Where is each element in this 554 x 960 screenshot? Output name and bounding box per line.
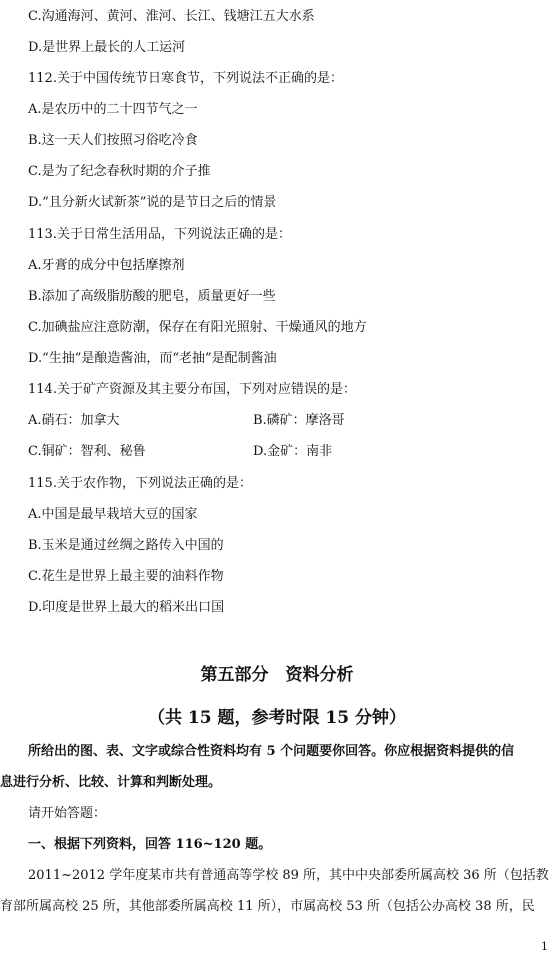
- option-b: B.玉米是通过丝绸之路传入中国的: [28, 538, 224, 553]
- question-112: 112.关于中国传统节日寒食节，下列说法不正确的是：: [28, 71, 343, 86]
- start-prompt: 请开始答题：: [28, 806, 107, 821]
- option-b: B.添加了高级脂肪酸的肥皂，质量更好一些: [28, 289, 276, 304]
- option-c: C.花生是世界上最主要的油料作物: [28, 569, 224, 584]
- option-a: A.是农历中的二十四节气之一: [28, 102, 198, 117]
- option-d: D.“生抽”是酿造酱油，而“老抽”是配制酱油: [28, 351, 277, 366]
- question-114: 114.关于矿产资源及其主要分布国，下列对应错误的是：: [28, 382, 356, 397]
- option-c: C.加碘盐应注意防潮，保存在有阳光照射、干燥通风的地方: [28, 320, 367, 335]
- instructions-line-2: 息进行分析、比较、计算和判断处理。: [0, 775, 222, 790]
- instructions-line-1: 所给出的图、表、文字或综合性资料均有 5 个问题要你回答。你应根据资料提供的信: [28, 744, 515, 759]
- option-a: A.中国是最早栽培大豆的国家: [28, 507, 198, 522]
- option-b: B.这一天人们按照习俗吃冷食: [28, 133, 198, 148]
- body-text-line-2: 育部所属高校 25 所，其他部委所属高校 11 所），市属高校 53 所（包括公办高校 38 所，民: [0, 899, 535, 914]
- option-c: C.是为了纪念春秋时期的介子推: [28, 164, 211, 179]
- option-d: D.是世界上最长的人工运河: [28, 40, 186, 55]
- section-title: 第五部分 资料分析: [200, 665, 354, 685]
- section-subtitle: （共 15 题，参考时限 15 分钟）: [148, 708, 406, 728]
- question-115: 115.关于农作物，下列说法正确的是：: [28, 476, 252, 491]
- part-heading: 一、根据下列资料，回答 116~120 题。: [28, 837, 272, 852]
- option-d: D.“且分新火试新茶”说的是节日之后的情景: [28, 195, 277, 210]
- option-a: A.硝石：加拿大: [28, 413, 120, 428]
- option-d: D.印度是世界上最大的稻米出口国: [28, 600, 225, 615]
- question-113: 113.关于日常生活用品，下列说法正确的是：: [28, 227, 291, 242]
- option-a: A.牙膏的成分中包括摩擦剂: [28, 258, 185, 273]
- option-b: B.磷矿：摩洛哥: [253, 413, 345, 428]
- option-c: C.沟通海河、黄河、淮河、长江、钱塘江五大水系: [28, 9, 315, 24]
- body-text-line-1: 2011~2012 学年度某市共有普通高等学校 89 所，其中中央部委所属高校 36 所（包括教: [28, 868, 549, 883]
- option-d: D.金矿：南非: [253, 444, 333, 459]
- page-number: 1: [541, 940, 548, 953]
- option-c: C.铜矿：智利、秘鲁: [28, 444, 146, 459]
